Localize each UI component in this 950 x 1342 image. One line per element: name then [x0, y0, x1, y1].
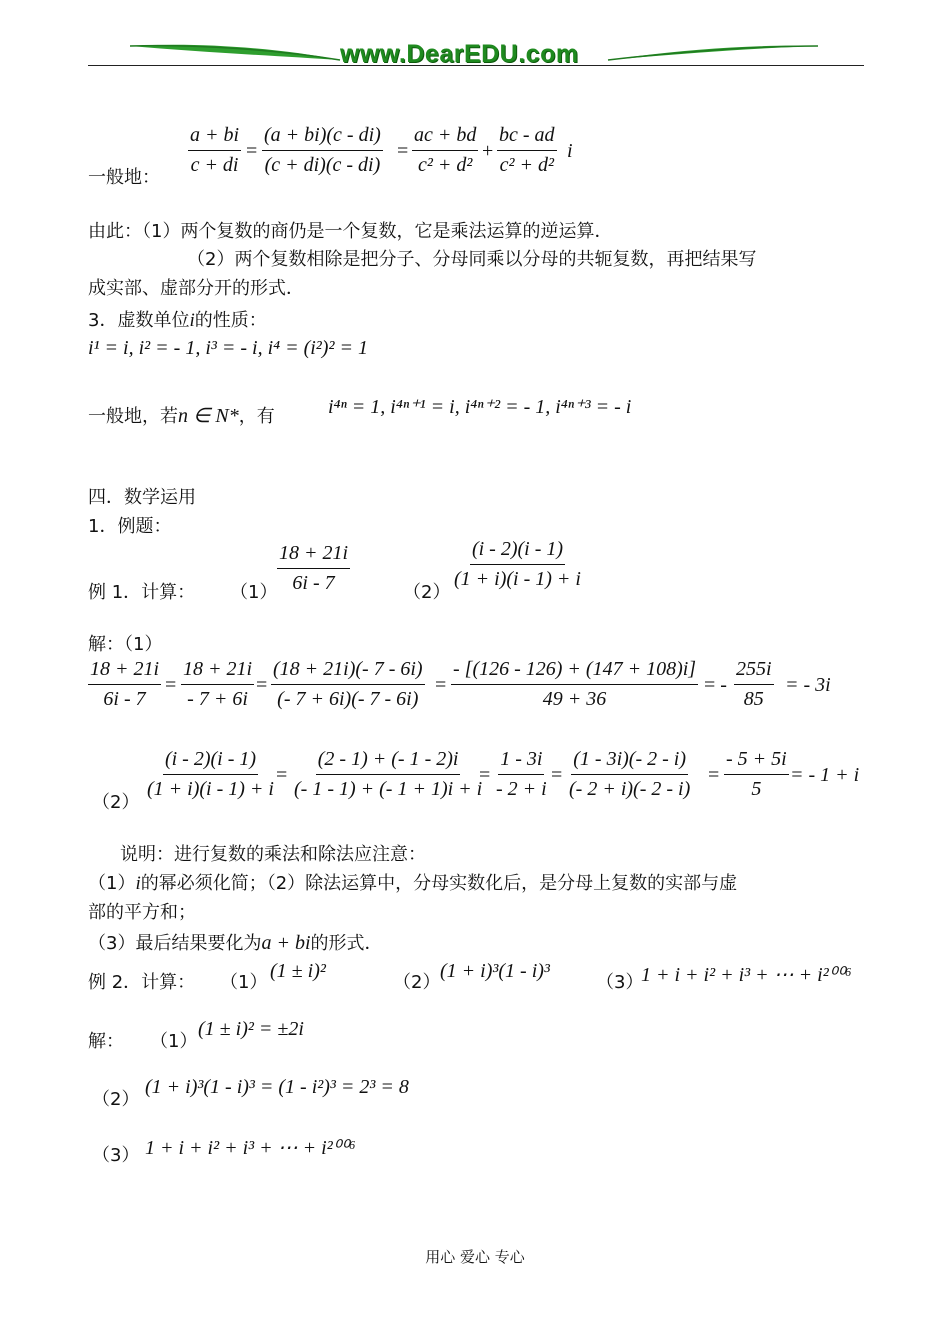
solution-expression: (1 ± i)² = ±2i: [198, 1018, 304, 1040]
part-label: （2）: [403, 582, 451, 603]
paragraph: 由此：（1）两个复数的商仍是一个复数，它是乘法运算的逆运算．: [88, 221, 613, 242]
site-logo: www.DearEDU.com: [340, 40, 579, 68]
formula-op: =: [256, 674, 268, 696]
solution-fraction: $\frac{(i - 2)(i - 1)}{(1 + i)(i - 1) + i}$: [147, 748, 274, 800]
label-general: 一般地：: [88, 167, 160, 188]
example-label: 例 2．计算：: [88, 972, 196, 993]
formula-fraction: $\frac{a + bi}{c + di}$: [190, 124, 240, 176]
formula-op: +: [482, 140, 494, 162]
solution-fraction: $\frac{255i}{85}$: [736, 658, 772, 710]
formula-imag-unit: i: [567, 140, 573, 162]
formula-op: =: [551, 764, 563, 786]
solution-fraction: $\frac{(1 - 3i)(- 2 - i)}{(- 2 + i)(- 2 - i)}$: [569, 748, 691, 800]
paragraph: （2）两个复数相除是把分子、分母同乘以分母的共轭复数，再把结果写: [187, 249, 757, 270]
example-fraction: $\frac{(i - 2)(i - 1)}{(1 + i)(i - 1) + i}$: [454, 538, 581, 590]
part-label: （2）: [92, 1089, 140, 1110]
formula-fraction: $\frac{bc - ad}{\text{c² + d²}}$: [499, 124, 555, 176]
example-expression: (1 ± i)²: [270, 960, 326, 982]
formula-op: =: [276, 764, 288, 786]
section-heading: 3．虚数单位i的性质：: [88, 310, 267, 331]
note-title: 说明：进行复数的乘法和除法应注意：: [120, 844, 426, 865]
solution-expression: (1 + i)³(1 - i)³ = (1 - i²)³ = 2³ = 8: [145, 1076, 409, 1098]
paragraph: 一般地，若n ∈ N*，有: [88, 405, 275, 427]
note-line: 部的平方和；: [88, 902, 196, 923]
header-rule: [88, 65, 864, 66]
solution-fraction: $\frac{18 + 21i}{6i - 7}$: [90, 658, 160, 710]
formula-op: =: [479, 764, 491, 786]
solution-result: = - 1 + i: [790, 764, 860, 786]
section-heading: 四．数学运用: [88, 487, 196, 508]
formula-fraction: $\frac{ac + bd}{\text{c² + d²}}$: [414, 124, 477, 176]
formula-op: = -: [704, 674, 727, 696]
part-label: （2）: [393, 972, 441, 993]
page-footer: 用心 爱心 专心: [425, 1248, 525, 1266]
formula-general-powers: i⁴ⁿ = 1, i⁴ⁿ⁺¹ = i, i⁴ⁿ⁺² = - 1, i⁴ⁿ⁺³ = - i: [328, 396, 632, 418]
solution-fraction: $\frac{1 - 3i}{- 2 + i}$: [496, 748, 547, 800]
note-line: （3）最后结果要化为a + bi的形式．: [88, 932, 383, 954]
formula-fraction: $\frac{(a + bi)(c - di)}{(c + di)(c - di)}$: [264, 124, 381, 176]
solution-result: = - 3i: [785, 674, 831, 696]
solution-fraction: $\frac{(2 - 1) + (- 1 - 2)i}{(- 1 - 1) + (- 1 + 1)i + i}$: [294, 748, 483, 800]
formula-op: =: [165, 674, 177, 696]
solution-label: 解：（1）: [88, 634, 163, 655]
formula-op: =: [397, 140, 409, 162]
section-heading: 1．例题：: [88, 516, 172, 537]
solution-expression: 1 + i + i² + i³ + ⋯ + i²⁰⁰⁶: [145, 1137, 356, 1159]
part-label: （1）: [230, 582, 278, 603]
example-fraction: $\frac{18 + 21i}{6i - 7}$: [279, 542, 349, 594]
paragraph: 成实部、虚部分开的形式．: [88, 278, 304, 299]
solution-fraction: $\frac{(18 + 21i)(- 7 - 6i)}{(- 7 + 6i)(- 7 - 6i)}$: [273, 658, 423, 710]
header-swoosh-right: [606, 40, 821, 66]
example-expression: 1 + i + i² + i³ + ⋯ + i²⁰⁰⁶: [641, 964, 852, 986]
formula-op: =: [708, 764, 720, 786]
part-label: （1）: [150, 1031, 198, 1052]
formula-powers: i¹ = i, i² = - 1, i³ = - i, i⁴ = (i²)² = 1: [88, 337, 368, 359]
part-label: （3）: [92, 1145, 140, 1166]
part-label: （1）: [220, 972, 268, 993]
formula-op: =: [246, 140, 258, 162]
note-line: （1）i的幂必须化简；（2）除法运算中，分母实数化后，是分母上复数的实部与虚: [88, 873, 738, 894]
part-label: （2）: [92, 792, 140, 813]
example-expression: (1 + i)³(1 - i)³: [440, 960, 550, 982]
example-label: 例 1．计算：: [88, 582, 196, 603]
solution-fraction: $\frac{- [(126 - 126) + (147 + 108)i]}{49 + 36}$: [453, 658, 697, 710]
part-label: （3）: [596, 972, 644, 993]
header-swoosh-left: [128, 38, 343, 66]
solution-fraction: $\frac{18 + 21i}{- 7 + 6i}$: [183, 658, 253, 710]
formula-op: =: [435, 674, 447, 696]
solution-fraction: $\frac{- 5 + 5i}{5}$: [726, 748, 787, 800]
solution-label: 解：: [88, 1031, 124, 1052]
